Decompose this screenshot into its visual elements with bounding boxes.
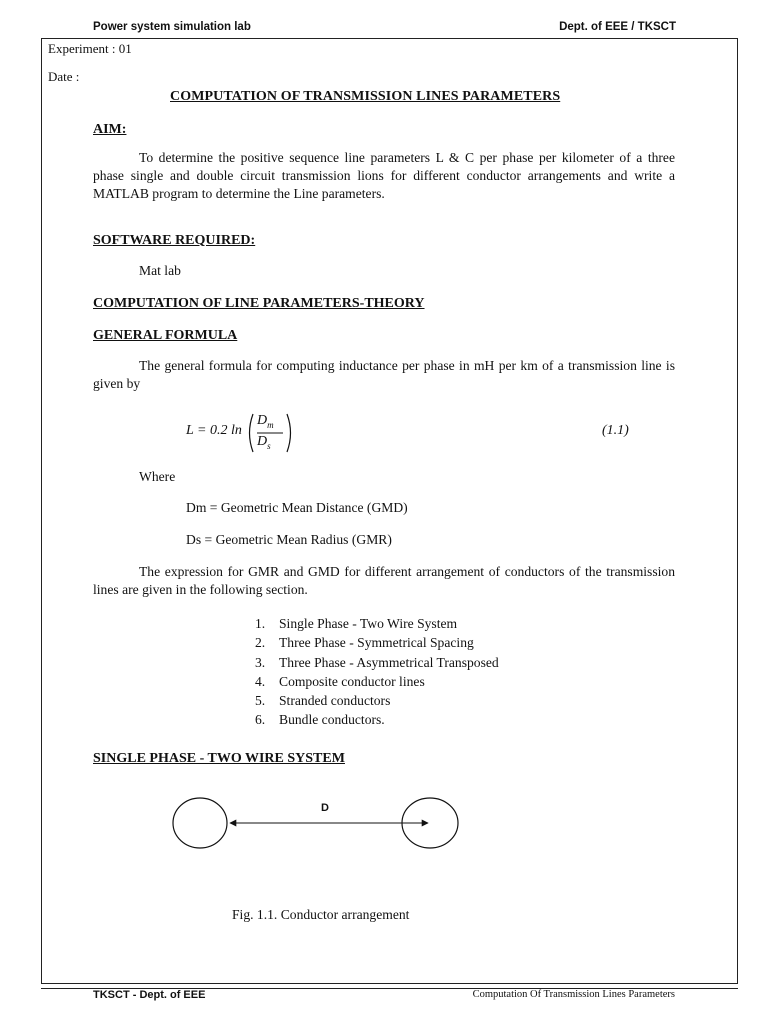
where-label: Where — [139, 469, 176, 484]
aim-paragraph: To determine the positive sequence line parameters L & C per phase per kilometer of a three phase single and double circuit transmission lions for different conductor arrangements and write a MATLAB program to determine the Line parameters. — [93, 150, 675, 201]
page-title: COMPUTATION OF TRANSMISSION LINES PARAMETERS — [170, 89, 561, 104]
footer-left-text: TKSCT - Dept. of EEE — [93, 989, 206, 1001]
header-right-text: Dept. of EEE / TKSCT — [559, 21, 676, 33]
distance-label: D — [321, 802, 329, 814]
list-item: 5. Stranded conductors — [255, 693, 391, 709]
experiment-number: Experiment : 01 — [48, 41, 132, 56]
equation-number: (1.1) — [602, 423, 629, 438]
formula-lhs: L = 0.2 ln — [186, 423, 242, 438]
list-item: 6. Bundle conductors. — [255, 712, 385, 728]
figure-caption: Fig. 1.1. Conductor arrangement — [232, 907, 410, 922]
conductor-left-circle — [173, 798, 227, 848]
software-item: Mat lab — [139, 263, 181, 278]
list-item: 4. Composite conductor lines — [255, 673, 425, 689]
formula-numerator: $D_m$ — [257, 413, 274, 430]
dm-definition: Dm = Geometric Mean Distance (GMD) — [186, 500, 408, 515]
expression-paragraph: The expression for GMR and GMD for different arrangement of conductors of the transmission lines are given in the following section. — [93, 564, 675, 597]
conductor-arrangement-figure — [170, 790, 470, 860]
formula-denominator: $D_s$ — [257, 434, 271, 451]
date-field: Date : — [48, 69, 80, 84]
list-item: 3. Three Phase - Asymmetrical Transposed — [255, 654, 499, 670]
ds-definition: Ds = Geometric Mean Radius (GMR) — [186, 532, 392, 547]
list-item: 1. Single Phase - Two Wire System — [255, 616, 458, 631]
general-formula-heading: GENERAL FORMULA — [93, 328, 238, 343]
list-item: 2. Three Phase - Symmetrical Spacing — [255, 635, 474, 651]
header-left-text: Power system simulation lab — [93, 21, 251, 33]
general-formula-paragraph: The general formula for computing inductance per phase in mH per km of a transmission line is given by — [93, 358, 675, 391]
footer-right-text: Computation Of Transmission Lines Parameters — [472, 989, 675, 1000]
conductor-arrangement-list — [255, 614, 499, 730]
aim-heading: AIM: — [93, 122, 127, 137]
single-phase-heading: SINGLE PHASE - TWO WIRE SYSTEM — [93, 751, 345, 766]
software-heading: SOFTWARE REQUIRED: — [93, 233, 256, 248]
theory-heading: COMPUTATION OF LINE PARAMETERS-THEORY — [93, 296, 425, 311]
